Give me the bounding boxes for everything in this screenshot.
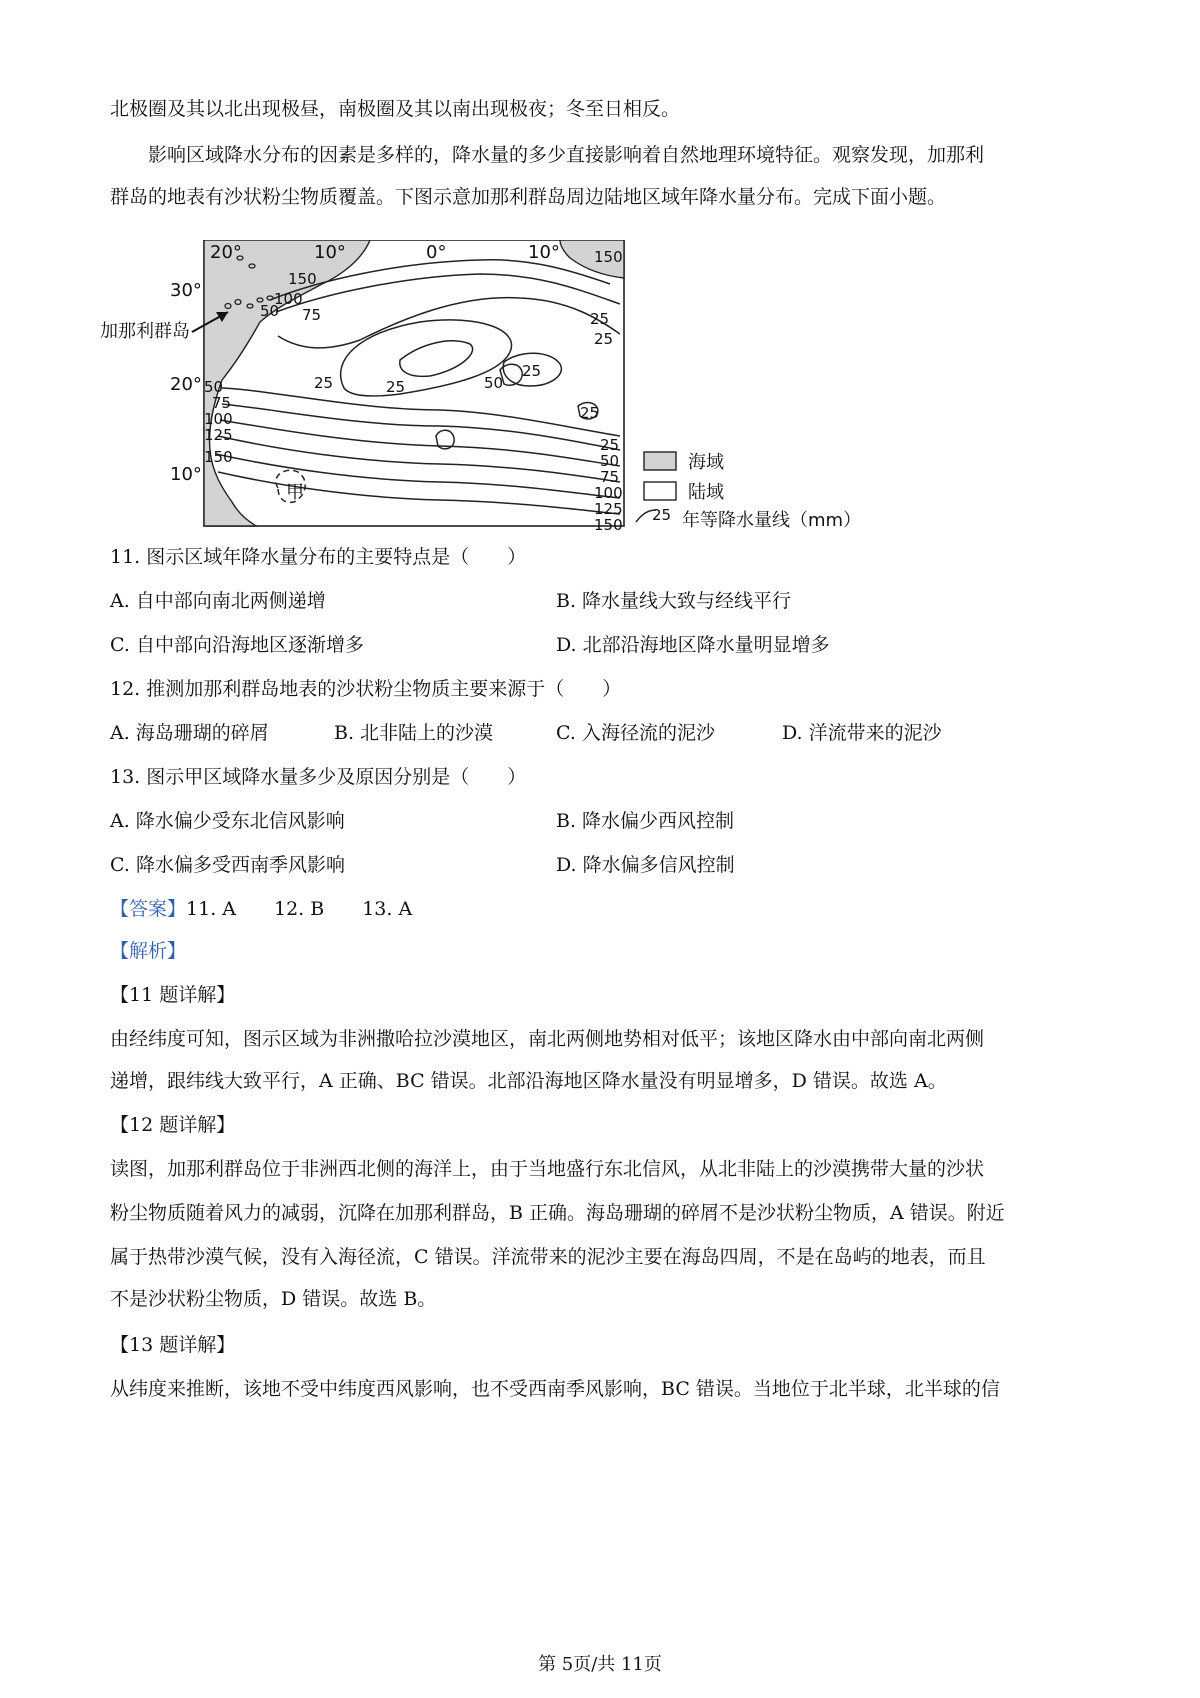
svg-text:25: 25	[600, 436, 620, 454]
lat-label: 30°	[170, 280, 202, 301]
detail-12-line: 读图，加那利群岛位于非洲西北侧的海洋上，由于当地盛行东北信风，从北非陆上的沙漠携带大量的沙状	[110, 1158, 985, 1180]
stem-line-1: 影响区域降水分布的因素是多样的，降水量的多少直接影响着自然地理环境特征。观察发现，加那利	[148, 144, 985, 166]
detail-11-line: 由经纬度可知，图示区域为非洲撒哈拉沙漠地区，南北两侧地势相对低平；该地区降水由中部向南北两侧	[110, 1028, 985, 1050]
svg-text:25: 25	[314, 374, 334, 392]
q12-option-c: C. 入海径流的泥沙	[556, 722, 715, 744]
svg-text:75: 75	[302, 306, 322, 324]
svg-text:25: 25	[590, 310, 610, 328]
svg-text:25: 25	[522, 362, 542, 380]
legend-line-value: 25	[652, 506, 672, 524]
detail-12-tag: 【12 题详解】	[110, 1114, 236, 1136]
q11-option-b: B. 降水量线大致与经线平行	[556, 590, 792, 612]
q13-option-d: D. 降水偏多信风控制	[556, 854, 735, 876]
q13-option-a: A. 降水偏少受东北信风影响	[110, 810, 345, 832]
lon-label: 10°	[314, 242, 346, 263]
svg-text:150: 150	[594, 516, 623, 534]
q12-option-d: D. 洋流带来的泥沙	[782, 722, 942, 744]
q11-option-a: A. 自中部向南北两侧递增	[110, 590, 326, 612]
svg-text:150: 150	[288, 270, 317, 288]
question-11-stem: 11. 图示区域年降水量分布的主要特点是（ ）	[110, 546, 527, 568]
lat-label: 10°	[170, 464, 202, 485]
detail-12-line: 属于热带沙漠气候，没有入海径流，C 错误。洋流带来的泥沙主要在海岛四周，不是在岛屿的地表，而且	[110, 1246, 986, 1268]
svg-text:75: 75	[212, 394, 232, 412]
svg-text:125: 125	[204, 426, 233, 444]
legend-land-label: 陆域	[688, 482, 724, 503]
page-footer: 第 5页/共 11页	[538, 1654, 662, 1675]
q11-option-c: C. 自中部向沿海地区逐渐增多	[110, 634, 364, 656]
q12-option-b: B. 北非陆上的沙漠	[334, 722, 494, 744]
lat-label: 20°	[170, 374, 202, 395]
detail-13-line: 从纬度来推断，该地不受中纬度西风影响，也不受西南季风影响，BC 错误。当地位于北半球，北半球的信	[110, 1378, 1000, 1400]
q12-option-a: A. 海岛珊瑚的碎屑	[110, 722, 269, 744]
region-jia-label: 甲	[286, 482, 304, 503]
svg-text:25: 25	[386, 378, 406, 396]
intro-line: 北极圈及其以北出现极昼，南极圈及其以南出现极夜；冬至日相反。	[110, 98, 681, 120]
svg-text:150: 150	[594, 248, 623, 266]
question-12-stem: 12. 推测加那利群岛地表的沙状粉尘物质主要来源于（ ）	[110, 678, 622, 700]
lon-label: 10°	[528, 242, 560, 263]
answer-text: 11. A 12. B 13. A	[186, 898, 413, 920]
q13-option-b: B. 降水偏少西风控制	[556, 810, 735, 832]
detail-11-line: 递增，跟纬线大致平行，A 正确、BC 错误。北部沿海地区降水量没有明显增多，D 错误。故选 A。	[110, 1070, 947, 1092]
svg-text:100: 100	[274, 290, 303, 308]
svg-text:50: 50	[260, 302, 280, 320]
svg-text:25: 25	[580, 404, 600, 422]
map-svg	[100, 240, 960, 580]
svg-text:100: 100	[594, 484, 623, 502]
lon-label: 0°	[426, 242, 447, 263]
legend-land-swatch	[644, 482, 676, 500]
svg-text:50: 50	[204, 378, 224, 396]
answer-line	[110, 898, 412, 920]
svg-text:50: 50	[600, 452, 620, 470]
stem-line-2: 群岛的地表有沙状粉尘物质覆盖。下图示意加那利群岛周边陆地区域年降水量分布。完成下面小题。	[110, 186, 947, 208]
detail-12-line: 粉尘物质随着风力的减弱，沉降在加那利群岛，B 正确。海岛珊瑚的碎屑不是沙状粉尘物质，A 错误。附近	[110, 1202, 1005, 1224]
svg-text:125: 125	[594, 500, 623, 518]
svg-text:100: 100	[204, 410, 233, 428]
legend-line-label: 年等降水量线（mm）	[682, 510, 862, 531]
legend-sea-label: 海域	[688, 452, 724, 473]
precipitation-map	[100, 240, 960, 580]
svg-text:150: 150	[204, 448, 233, 466]
svg-text:25: 25	[594, 330, 614, 348]
island-label: 加那利群岛	[100, 321, 190, 342]
analysis-tag: 【解析】	[110, 940, 187, 962]
svg-text:50: 50	[484, 374, 504, 392]
q11-option-d: D. 北部沿海地区降水量明显增多	[556, 634, 830, 656]
answer-tag: 【答案】	[110, 898, 187, 920]
detail-13-tag: 【13 题详解】	[110, 1334, 236, 1356]
detail-12-line: 不是沙状粉尘物质，D 错误。故选 B。	[110, 1288, 437, 1310]
detail-11-tag: 【11 题详解】	[110, 984, 236, 1006]
question-13-stem: 13. 图示甲区域降水量多少及原因分别是（ ）	[110, 766, 527, 788]
svg-text:75: 75	[600, 468, 620, 486]
legend-sea-swatch	[644, 452, 676, 470]
q13-option-c: C. 降水偏多受西南季风影响	[110, 854, 345, 876]
lon-label: 20°	[210, 242, 242, 263]
